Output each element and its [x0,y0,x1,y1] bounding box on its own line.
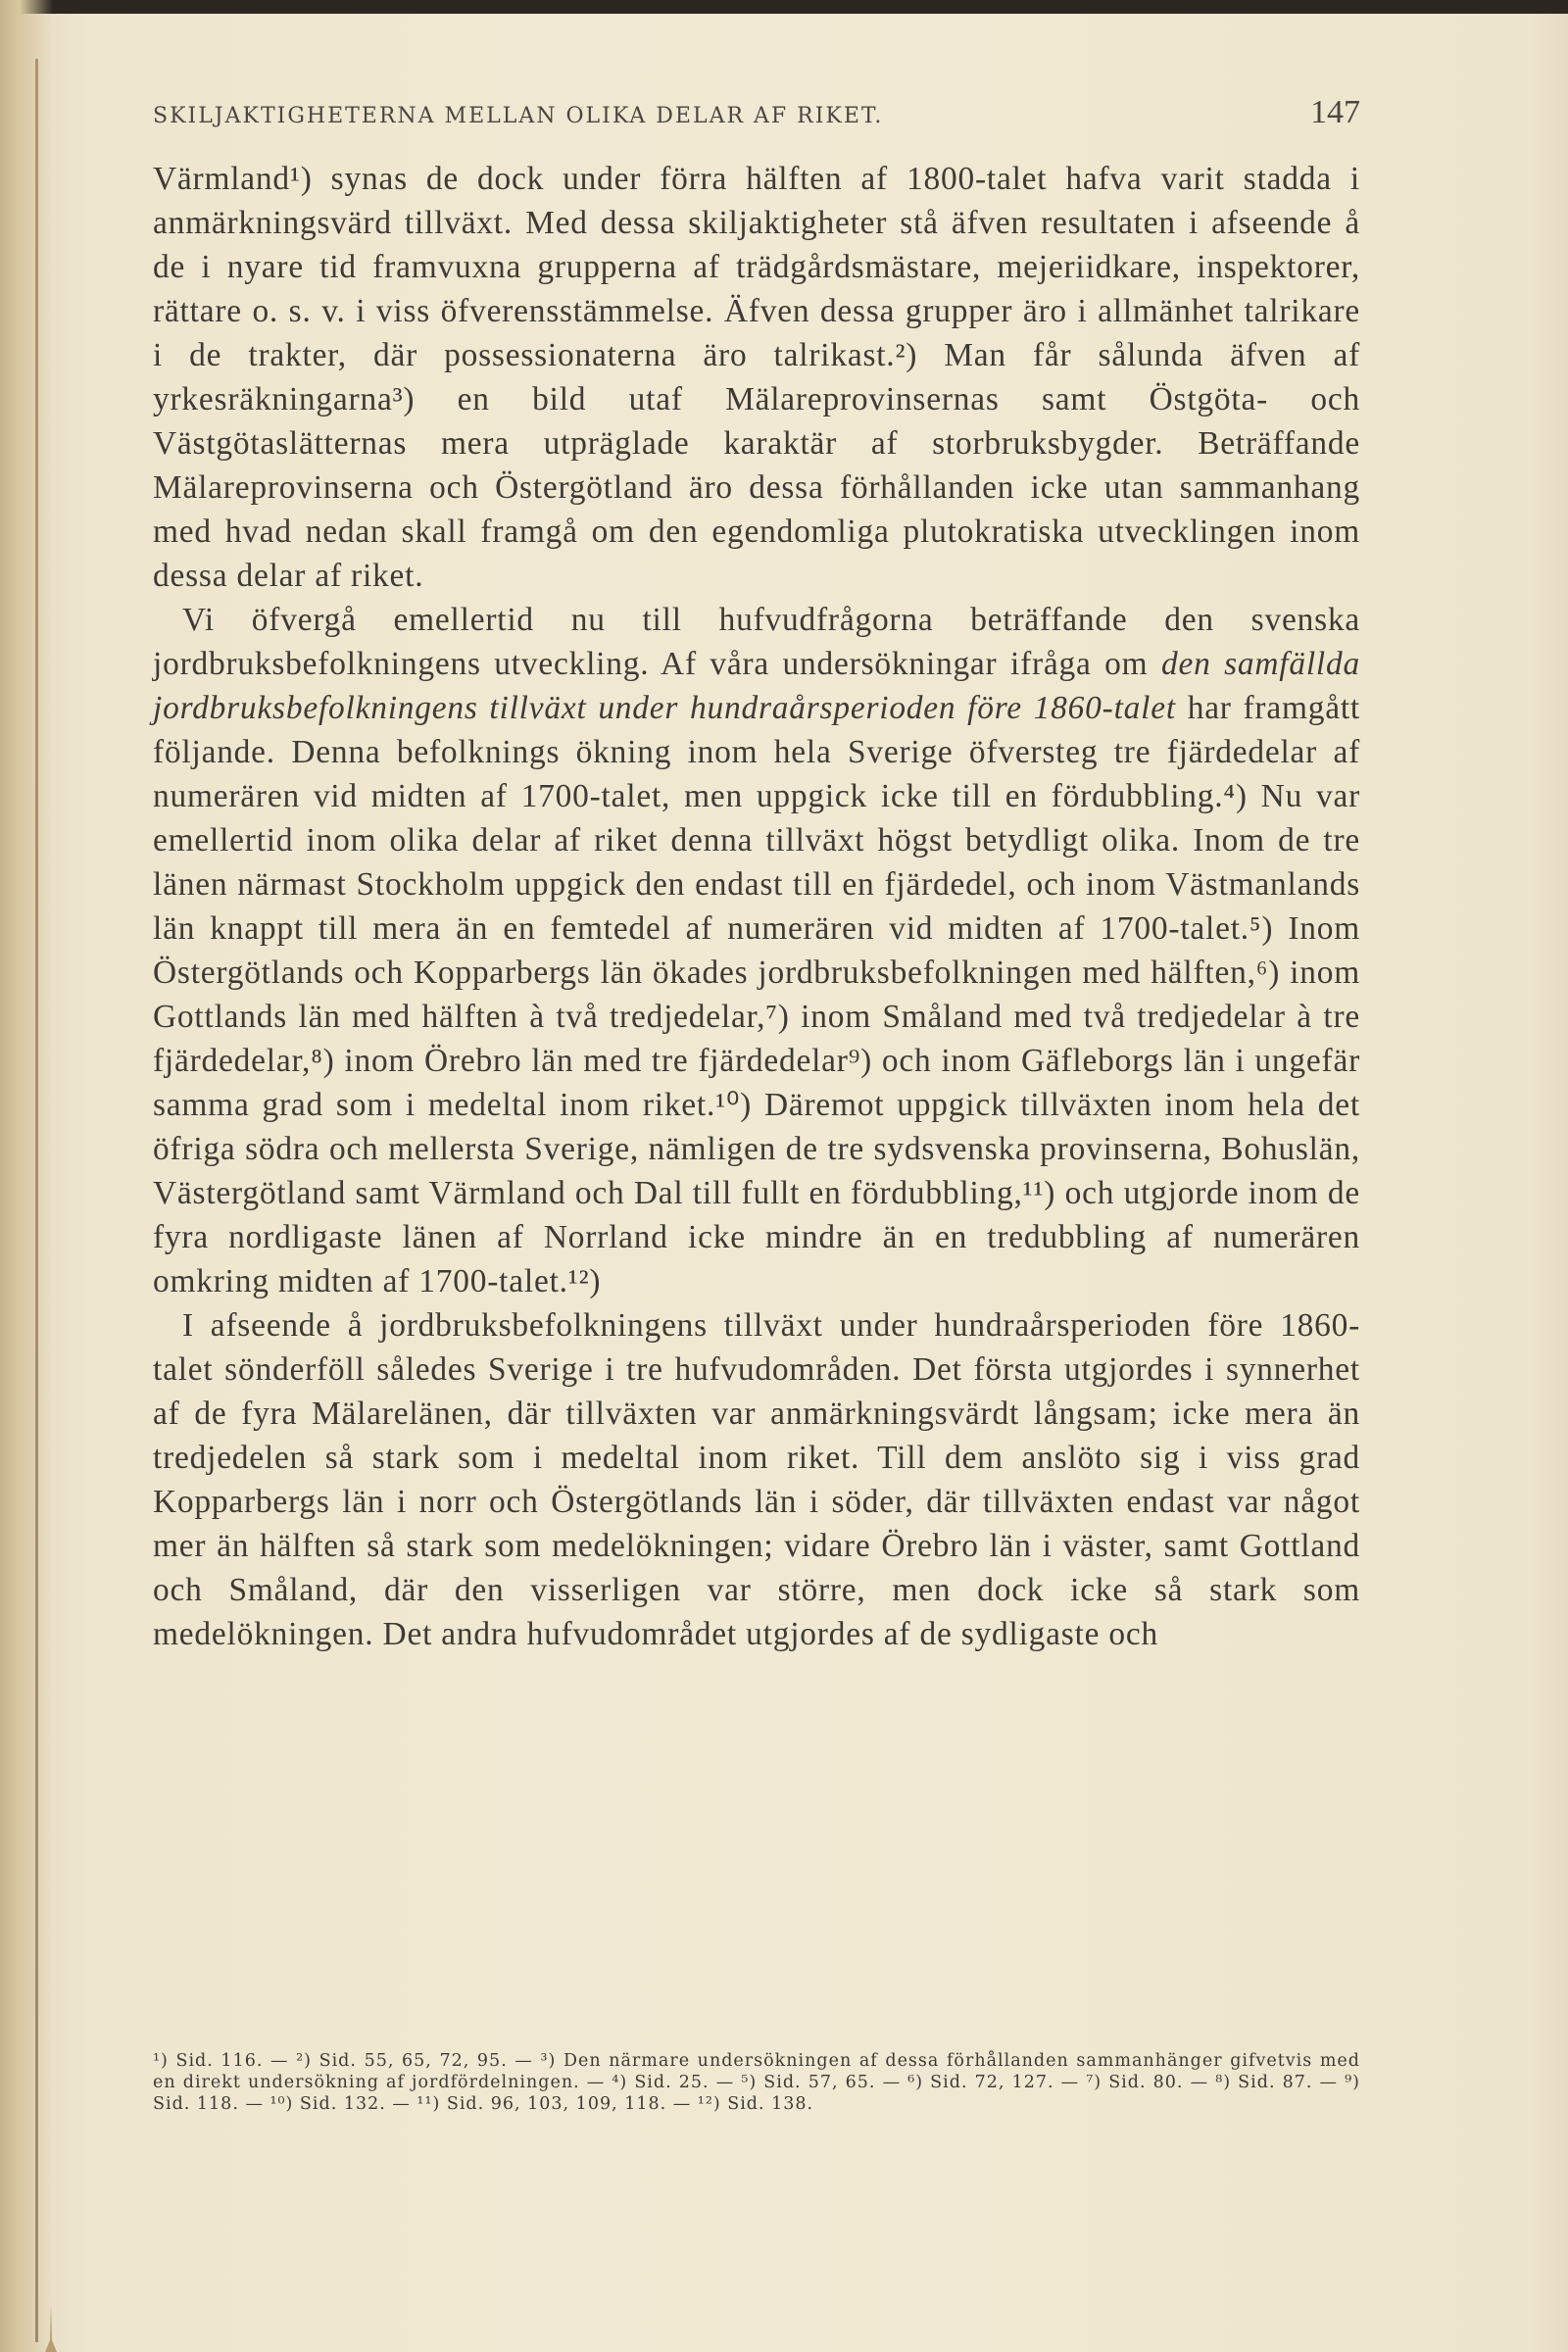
footnote-text: ¹) Sid. 116. — ²) Sid. 55, 65, 72, 95. — ³) Den närmare undersökningen af dessa förhållanden sammanhänger gifvetvis med en direkt undersökning af jordfördelningen. — ⁴) Sid. 25. — ⁵) Sid. 57, 65. — ⁶) Sid. 72, 127. — ⁷) Sid. 80. — ⁸) Sid. 87. — ⁹) Sid. 118. — ¹⁰) Sid. 132. — ¹¹) Sid. 96, 103, 109, 118. — ¹²) Sid. 138. [153,2051,1360,2114]
paragraph-3: I afseende å jordbruksbefolkningens tillväxt under hundraårsperioden före 1860-talet sönderföll således Sverige i tre hufvudområden. Det första utgjordes i synnerhet af de fyra Mälarelänen, där tillväxten var anmärkningsvärdt långsam; icke mera än tredjedelen så stark som i medeltal inom riket. Till dem anslöto sig i viss grad Kopparbergs län i norr och Östergötlands län i söder, där tillväxten endast var något mer än hälften så stark som medelökningen; vidare Örebro län i väster, samt Gottland och Småland, där den visserligen var större, men dock icke så stark som medelökningen. Det andra hufvudområdet utgjordes af de sydligaste och [153,1307,1360,1652]
running-title: SKILJAKTIGHETERNA MELLAN OLIKA DELAR AF RIKET. [153,104,884,128]
paragraph-2-text-start: Vi öfvergå emellertid nu till hufvudfrågorna beträffande den svenska jordbruksbefolkningens utveckling. Af våra undersökningar ifråga om [153,602,1360,682]
binding-line [35,59,38,2342]
paragraph-2 [153,598,1360,1303]
paragraph-1: Värmland¹) synas de dock under förra hälften af 1800-talet hafva varit stadda i anmärkningsvärd tillväxt. Med dessa skiljaktigheter stå äfven resultaten i afseende å de i nyare tid framvuxna grupperna af trädgårdsmästare, mejeriidkare, inspektorer, rättare o. s. v. i viss öfverensstämmelse. Äfven dessa grupper äro i allmänhet talrikare i de trakter, där possessionaterna äro talrikast.²) Man får sålunda äfven af yrkesräkningarna³) en bild utaf Mälareprovinsernas samt Östgöta- och Västgötaslätternas mera utpräglade karaktär af storbruksbygder. Beträffande Mälareprovinserna och Östergötland äro dessa förhållanden icke utan sammanhang med hvad nedan skall framgå om den egendomliga plutokratiska utvecklingen inom dessa delar af riket. [153,161,1360,594]
book-spine-shadow [0,0,53,2352]
bottom-margin-mark [43,2303,59,2352]
running-header [153,94,1360,133]
footnotes [153,2050,1360,2148]
paragraph-2-text-end: har framgått följande. Denna befolknings ökning inom hela Sverige öfversteg tre fjärdedelar af numerären vid midten af 1700-talet, men uppgick icke till en fördubbling.⁴) Nu var emellertid inom olika delar af riket denna tillväxt högst betydligt olika. Inom de tre länen närmast Stockholm uppgick den endast till en fjärdedel, och inom Västmanlands län knappt till mera än en femtedel af numerären vid midten af 1700-talet.⁵) Inom Östergötlands och Kopparbergs län ökades jordbruksbefolkningen med hälften,⁶) inom Gottlands län med hälften à två tredjedelar,⁷) inom Småland med två tredjedelar à tre fjärdedelar,⁸) inom Örebro län med tre fjärdedelar⁹) och inom Gäfleborgs län i ungefär samma grad som i medeltal inom riket.¹⁰) Däremot uppgick tillväxten inom hela det öfriga södra och mellersta Sverige, nämligen de tre sydsvenska provinserna, Bohuslän, Västergötland samt Värmland och Dal till fullt en fördubbling,¹¹) och utgjorde inom de fyra nordligaste länen af Norrland icke mindre än en tredubbling af numerären omkring midten af 1700-talet.¹²) [153,690,1360,1299]
paragraph-2-italic-phrase: den samfällda jordbruksbefolkningens tillväxt under hundraårsperioden före 1860-talet [153,646,1360,726]
body-text [153,157,1360,2033]
page-top-edge [0,0,1568,14]
page-number: 147 [1310,94,1360,130]
